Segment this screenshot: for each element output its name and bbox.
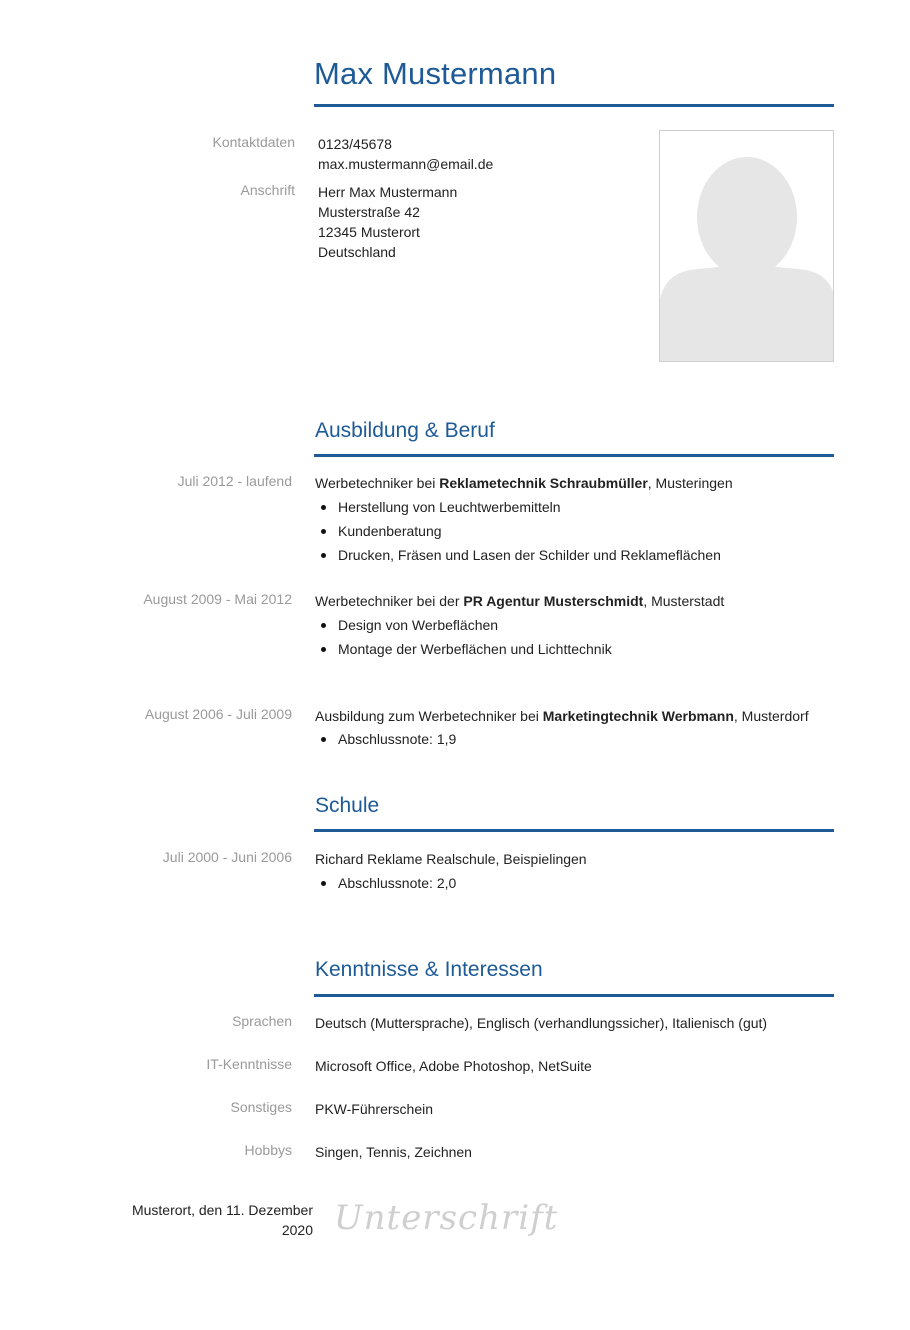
section-title-skills: Kenntnisse & Interessen [315,958,543,981]
skill-value: Microsoft Office, Adobe Photoshop, NetSuite [315,1058,592,1074]
career-company: PR Agentur Musterschmidt [463,593,644,609]
skill-label: Hobbys [244,1142,292,1158]
career-role: Ausbildung zum Werbetechniker bei [315,708,543,724]
address-line: Herr Max Mustermann [318,184,458,200]
career-date: Juli 2012 - laufend [177,473,292,489]
career-role: Werbetechniker bei der [315,593,464,609]
list-item: Herstellung von Leuchtwerbemitteln [315,495,721,519]
school-bullets [315,871,456,895]
career-bullets [315,495,721,567]
career-company: Marketingtechnik Werbmann [542,708,734,724]
list-item: Design von Werbeflächen [315,613,612,637]
skill-value: PKW-Führerschein [315,1101,434,1117]
list-item: Drucken, Fräsen und Lasen der Schilder und Reklameflächen [315,543,721,567]
career-bullets [315,727,456,751]
person-silhouette-icon [660,131,834,362]
place-date-line: Musterort, den 11. Dezember [131,1202,313,1218]
section-title-school: Schule [315,794,380,817]
list-item: Abschlussnote: 1,9 [315,727,456,751]
profile-photo [659,130,834,362]
email-address: max.mustermann@email.de [318,156,494,172]
career-location: , Musterstadt [643,593,725,609]
place-date-line: 2020 [281,1222,313,1238]
address-line: 12345 Musterort [318,224,420,240]
phone-number: 0123/45678 [318,136,392,152]
section-divider [314,454,834,457]
career-date: August 2009 - Mai 2012 [143,591,292,607]
skill-label: IT-Kenntnisse [206,1056,292,1072]
career-company: Reklametechnik Schraubmüller [439,475,648,491]
career-date: August 2006 - Juli 2009 [144,706,292,722]
list-item: Montage der Werbeflächen und Lichttechnik [315,637,612,661]
place-date [100,1200,313,1240]
school-date: Juli 2000 - Juni 2006 [162,849,292,865]
section-divider [314,829,834,832]
career-location: , Musterdorf [733,708,809,724]
address-line: Deutschland [318,244,396,260]
career-location: , Musteringen [647,475,733,491]
section-divider [314,994,834,997]
career-role: Werbetechniker bei [315,475,440,491]
career-title [315,591,724,611]
skill-label: Sprachen [232,1013,292,1029]
header-divider [314,104,834,107]
section-title-career: Ausbildung & Beruf [315,419,495,442]
address-label: Anschrift [240,182,295,198]
career-title [315,473,733,493]
address-line: Musterstraße 42 [318,204,420,220]
skill-label: Sonstiges [230,1099,292,1115]
list-item: Kundenberatung [315,519,721,543]
signature: Unterschrift [334,1198,559,1238]
career-bullets [315,613,612,661]
contact-label: Kontaktdaten [212,134,295,150]
skill-value: Deutsch (Muttersprache), Englisch (verhandlungssicher), Italienisch (gut) [315,1015,768,1031]
resume-name: Max Mustermann [314,56,557,91]
skill-value: Singen, Tennis, Zeichnen [315,1144,472,1160]
career-title [315,706,809,726]
list-item: Abschlussnote: 2,0 [315,871,456,895]
school-title: Richard Reklame Realschule, Beispielingen [315,851,587,867]
